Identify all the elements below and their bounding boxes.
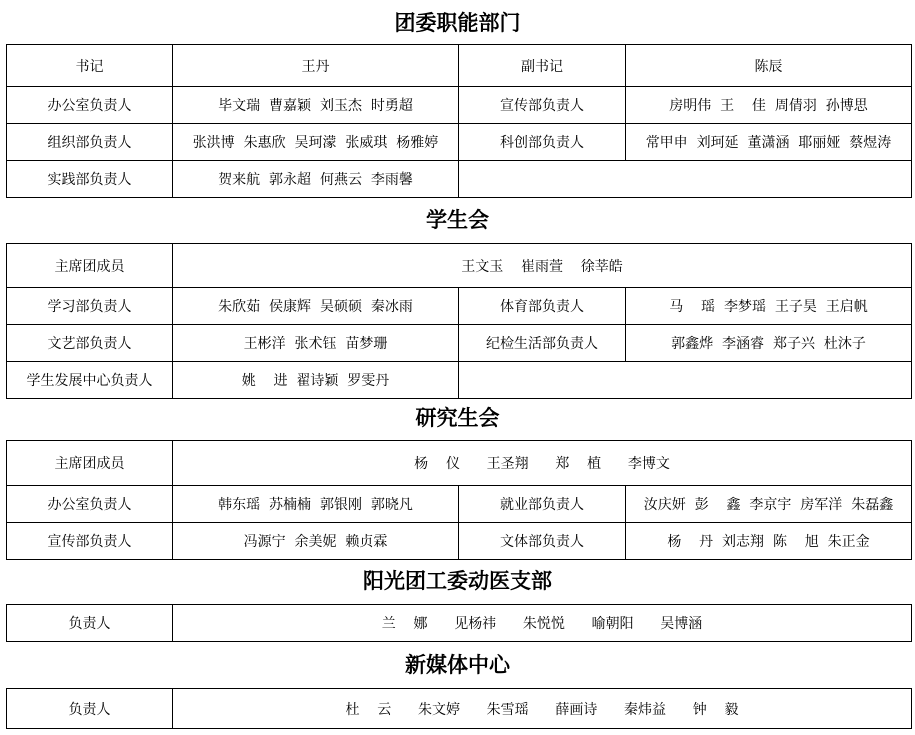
label-presidium: 主席团成员 (7, 244, 173, 288)
dept-members: 王彬洋 张术钰 苗梦珊 (173, 325, 459, 362)
dept-label: 科创部负责人 (459, 124, 626, 161)
dept-label: 宣传部负责人 (7, 523, 173, 560)
presidium-members: 王文玉 崔雨萱 徐莘皓 (173, 244, 912, 288)
dept-label: 办公室负责人 (7, 486, 173, 523)
dept-members: 郭鑫烨 李涵睿 郑子兴 杜沐子 (626, 325, 912, 362)
leader-members: 杜 云 朱文婷 朱雪瑶 薛画诗 秦炜益 钟 毅 (173, 689, 912, 729)
label-leader: 负责人 (7, 605, 173, 642)
table-row (7, 325, 912, 362)
empty-cell (459, 362, 912, 399)
table-row (7, 523, 912, 560)
leader-members: 兰 娜 见杨祎 朱悦悦 喻朝阳 吴博涵 (173, 605, 912, 642)
table-row (7, 124, 912, 161)
section-title-yangguang: 阳光团工委动医支部 (363, 569, 552, 593)
dept-label: 文体部负责人 (459, 523, 626, 560)
dept-label: 学习部负责人 (7, 288, 173, 325)
section-title-xinmeiti: 新媒体中心 (405, 653, 510, 677)
table-row (7, 244, 912, 288)
dept-members: 冯源宁 余美妮 赖贞霖 (173, 523, 459, 560)
table-tuanwei (6, 44, 912, 198)
dept-members: 汝庆妍 彭 鑫 李京宇 房军洋 朱磊鑫 (626, 486, 912, 523)
table-xinmeiti (6, 688, 912, 729)
dept-label: 实践部负责人 (7, 161, 173, 198)
table-yanjiushenghui (6, 440, 912, 560)
table-yangguang (6, 604, 912, 642)
table-row (7, 362, 912, 399)
label-fushuji: 副书记 (459, 45, 626, 87)
dept-members: 朱欣茹 侯康辉 吴硕硕 秦冰雨 (173, 288, 459, 325)
dept-members: 常甲申 刘珂延 董潇涵 耶丽娅 蔡煜涛 (626, 124, 912, 161)
section-title-yanjiushenghui: 研究生会 (415, 406, 500, 430)
dept-members: 韩东瑶 苏楠楠 郭银刚 郭晓凡 (173, 486, 459, 523)
dept-members: 杨 丹 刘志翔 陈 旭 朱正金 (626, 523, 912, 560)
dept-label: 体育部负责人 (459, 288, 626, 325)
table-row (7, 45, 912, 87)
section-title-xueshenghui: 学生会 (426, 208, 489, 232)
name-shuji: 王丹 (173, 45, 459, 87)
label-presidium: 主席团成员 (7, 441, 173, 486)
table-row (7, 288, 912, 325)
dept-members: 毕文瑞 曹嘉颖 刘玉杰 时勇超 (173, 87, 459, 124)
table-row (7, 605, 912, 642)
label-shuji: 书记 (7, 45, 173, 87)
presidium-members: 杨 仪 王圣翔 郑 植 李博文 (173, 441, 912, 486)
dept-label: 纪检生活部负责人 (459, 325, 626, 362)
dept-members: 姚 进 翟诗颖 罗雯丹 (173, 362, 459, 399)
table-xueshenghui (6, 243, 912, 399)
dept-label: 文艺部负责人 (7, 325, 173, 362)
table-row (7, 87, 912, 124)
dept-members: 贺来航 郭永超 何燕云 李雨馨 (173, 161, 459, 198)
dept-label: 组织部负责人 (7, 124, 173, 161)
dept-label: 就业部负责人 (459, 486, 626, 523)
table-row (7, 161, 912, 198)
dept-label: 学生发展中心负责人 (7, 362, 173, 399)
dept-members: 房明伟 王 佳 周倩羽 孙博思 (626, 87, 912, 124)
name-fushuji: 陈辰 (626, 45, 912, 87)
dept-label: 办公室负责人 (7, 87, 173, 124)
dept-members: 张洪博 朱惠欣 吴珂濛 张威琪 杨雅婷 (173, 124, 459, 161)
table-row (7, 441, 912, 486)
table-row (7, 689, 912, 729)
empty-cell (459, 161, 912, 198)
section-title-tuanwei: 团委职能部门 (394, 11, 521, 35)
table-row (7, 486, 912, 523)
dept-label: 宣传部负责人 (459, 87, 626, 124)
label-leader: 负责人 (7, 689, 173, 729)
dept-members: 马 瑶 李梦瑶 王子昊 王启帆 (626, 288, 912, 325)
